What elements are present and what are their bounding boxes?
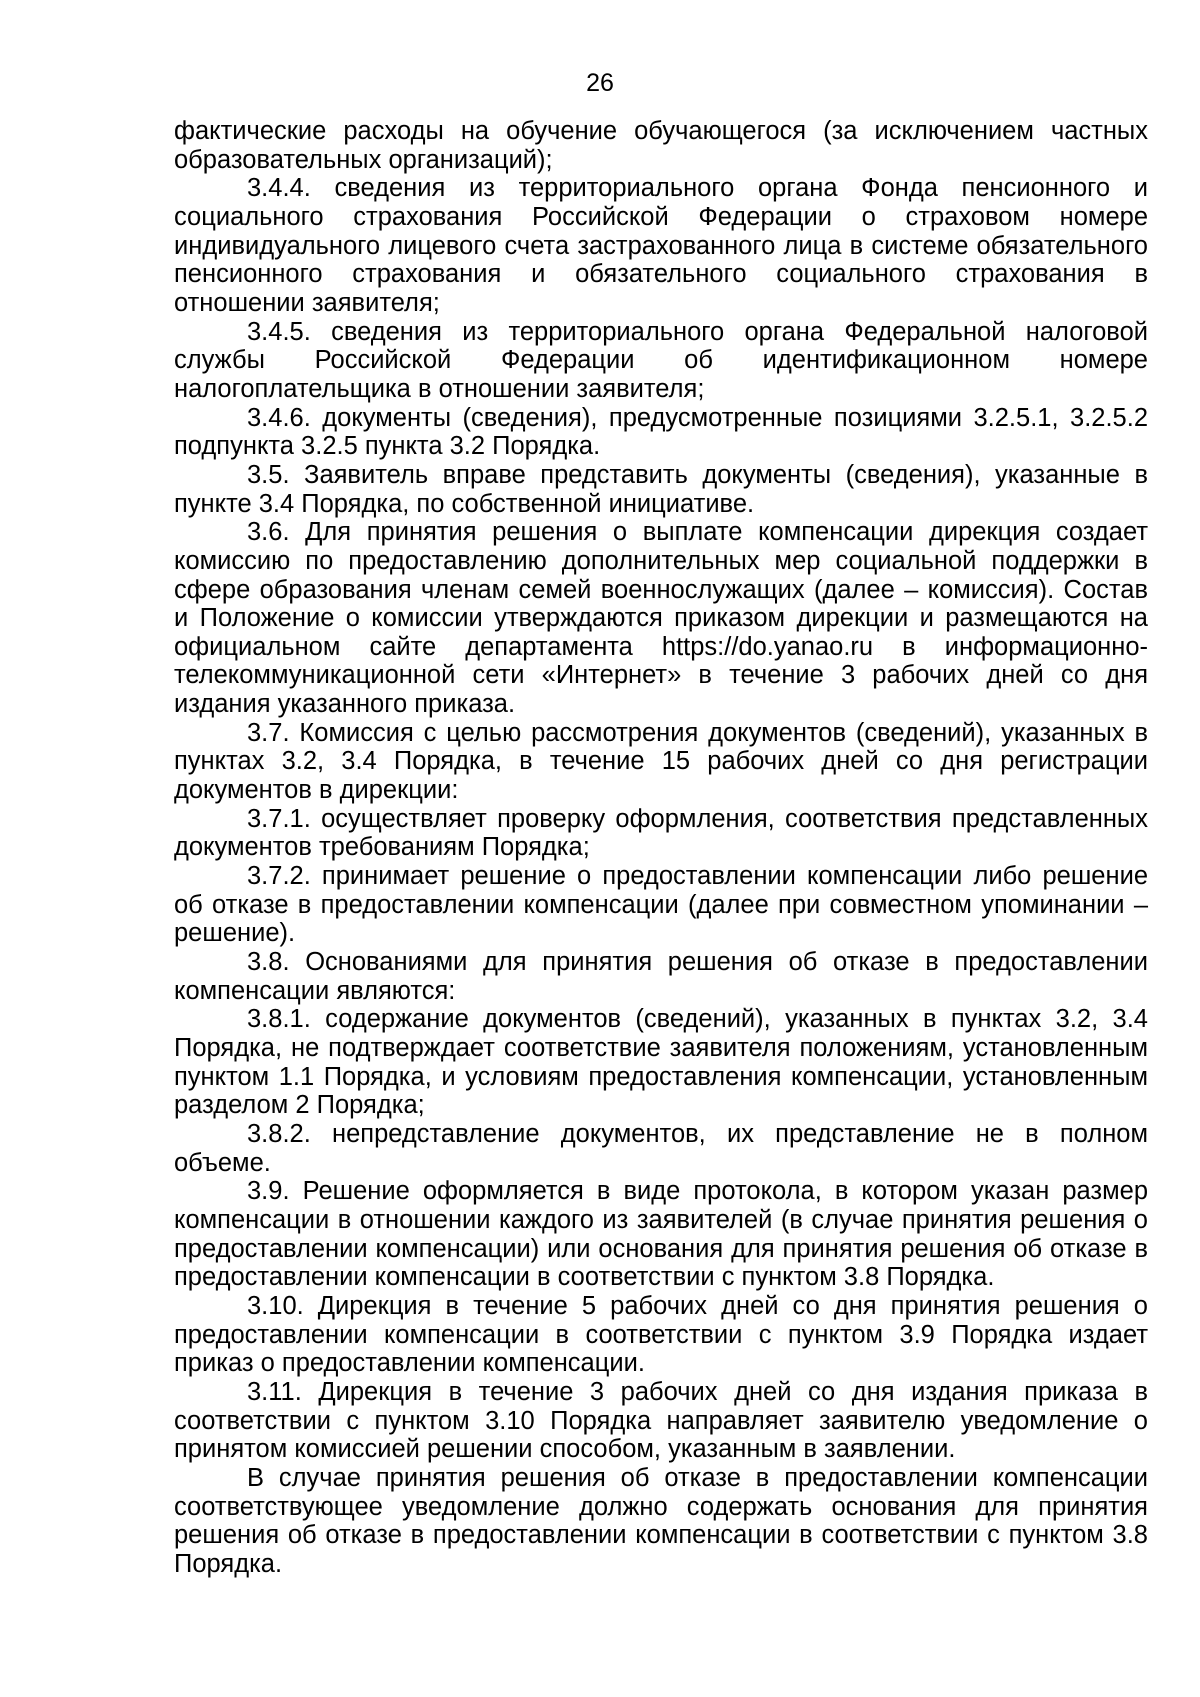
paragraph-3-11: 3.11. Дирекция в течение 3 рабочих дней со дня издания приказа в соответствии с пунктом 3.10 Порядка направляет заявителю уведомление о принятом комиссией решении способом, указанным в заявлении. [174,1377,1148,1464]
paragraph-3-4-5: 3.4.5. сведения из территориального органа Федеральной налоговой службы Российской Федерации об идентификационном номере налогоплательщика в отношении заявителя; [174,317,1148,403]
paragraph-3-7: 3.7. Комиссия с целью рассмотрения документов (сведений), указанных в пунктах 3.2, 3.4 Порядка, в течение 15 рабочих дней со дня регистрации документов в дирекции: [174,718,1148,805]
paragraph-3-9: 3.9. Решение оформляется в виде протокола, в котором указан размер компенсации в отношении каждого из заявителей (в случае принятия решения о предоставлении компенсации) или основания для принятия решения об отказе в предоставлении компенсации в соответствии с пунктом 3.8 Порядка. [174,1177,1148,1292]
paragraph-3-8-1: 3.8.1. содержание документов (сведений), указанных в пунктах 3.2, 3.4 Порядка, не подтверждает соответствие заявителя положениям, установленным пунктом 1.1 Порядка, и условиям предоставления компенсации, установленным разделом 2 Порядка; [174,1005,1148,1120]
paragraph-3-4-4: 3.4.4. сведения из территориального органа Фонда пенсионного и социального страхования Российской Федерации о страховом номере индивидуального лицевого счета застрахованного лица в системе обязательного пенсионного страхования и обязательного социального страхования в отношении заявителя; [174,174,1148,317]
paragraph-3-6: 3.6. Для принятия решения о выплате компенсации дирекция создает комиссию по предоставлению дополнительных мер социальной поддержки в сфере образования членам семей военнослужащих (далее – комиссия). Состав и Положение о комиссии утверждаются приказом дирекции и размещаются на официальном сайте департамента https://do.yanao.ru в информационно-телекоммуникационной сети «Интернет» в течение 3 рабочих дней со дня издания указанного приказа. [174,518,1148,719]
paragraph-3-7-1: 3.7.1. осуществляет проверку оформления, соответствия представленных документов требованиям Порядка; [174,804,1148,862]
paragraph-3-7-2: 3.7.2. принимает решение о предоставлении компенсации либо решение об отказе в предоставлении компенсации (далее при совместном упоминании – решение). [174,862,1148,948]
paragraph-3-8-2: 3.8.2. непредставление документов, их представление не в полном объеме. [174,1119,1148,1177]
paragraph-continuation: фактические расходы на обучение обучающегося (за исключением частных образовательных организаций); [174,117,1148,174]
document-body [174,117,1148,1578]
paragraph-3-8: 3.8. Основаниями для принятия решения об отказе в предоставлении компенсации являются: [174,948,1148,1005]
paragraph-3-5: 3.5. Заявитель вправе представить документы (сведения), указанные в пункте 3.4 Порядка, по собственной инициативе. [174,460,1148,518]
page-number: 26 [586,69,614,97]
paragraph-refusal-notice: В случае принятия решения об отказе в предоставлении компенсации соответствующее уведомление должно содержать основания для принятия решения об отказе в предоставлении компенсации в соответствии с пунктом 3.8 Порядка. [174,1463,1148,1578]
paragraph-3-10: 3.10. Дирекция в течение 5 рабочих дней со дня принятия решения о предоставлении компенсации в соответствии с пунктом 3.9 Порядка издает приказ о предоставлении компенсации. [174,1291,1148,1378]
paragraph-3-4-6: 3.4.6. документы (сведения), предусмотренные позициями 3.2.5.1, 3.2.5.2 подпункта 3.2.5 пункта 3.2 Порядка. [174,403,1148,461]
